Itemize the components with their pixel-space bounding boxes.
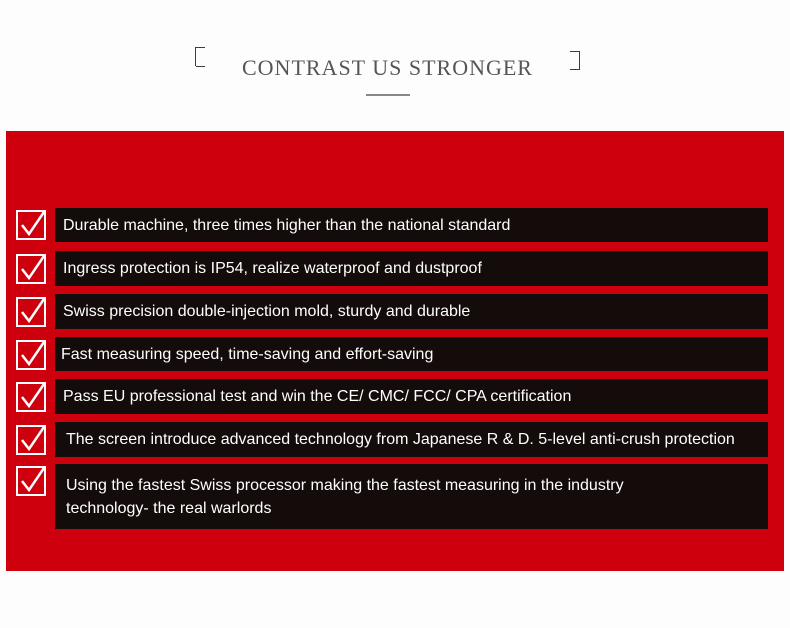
feature-text: Using the fastest Swiss processor making the fastest measuring in the industry technology- the real warlords — [55, 464, 768, 529]
feature-text: The screen introduce advanced technology from Japanese R & D. 5-level anti-crush protection — [55, 422, 768, 457]
title-underline — [366, 94, 410, 96]
checkmark-icon — [16, 382, 46, 412]
feature-item — [16, 379, 768, 414]
feature-item — [16, 208, 768, 242]
title-frame — [195, 47, 580, 80]
feature-text: Durable machine, three times higher than the national standard — [55, 208, 768, 242]
feature-text: Pass EU professional test and win the CE/ CMC/ FCC/ CPA certification — [55, 379, 768, 414]
feature-item — [16, 294, 768, 329]
feature-item — [16, 251, 768, 286]
checkmark-icon — [16, 425, 46, 455]
feature-text: Swiss precision double-injection mold, sturdy and durable — [55, 294, 768, 329]
page-title: CONTRAST US STRONGER — [242, 55, 533, 80]
feature-text: Fast measuring speed, time-saving and effort-saving — [55, 337, 768, 371]
feature-item — [16, 422, 768, 457]
checkmark-icon — [16, 210, 46, 240]
feature-item — [16, 464, 768, 529]
feature-text: Ingress protection is IP54, realize waterproof and dustproof — [55, 251, 768, 286]
checkmark-icon — [16, 340, 46, 370]
feature-item — [16, 337, 768, 371]
checkmark-icon — [16, 466, 46, 496]
checkmark-icon — [16, 297, 46, 327]
checkmark-icon — [16, 254, 46, 284]
